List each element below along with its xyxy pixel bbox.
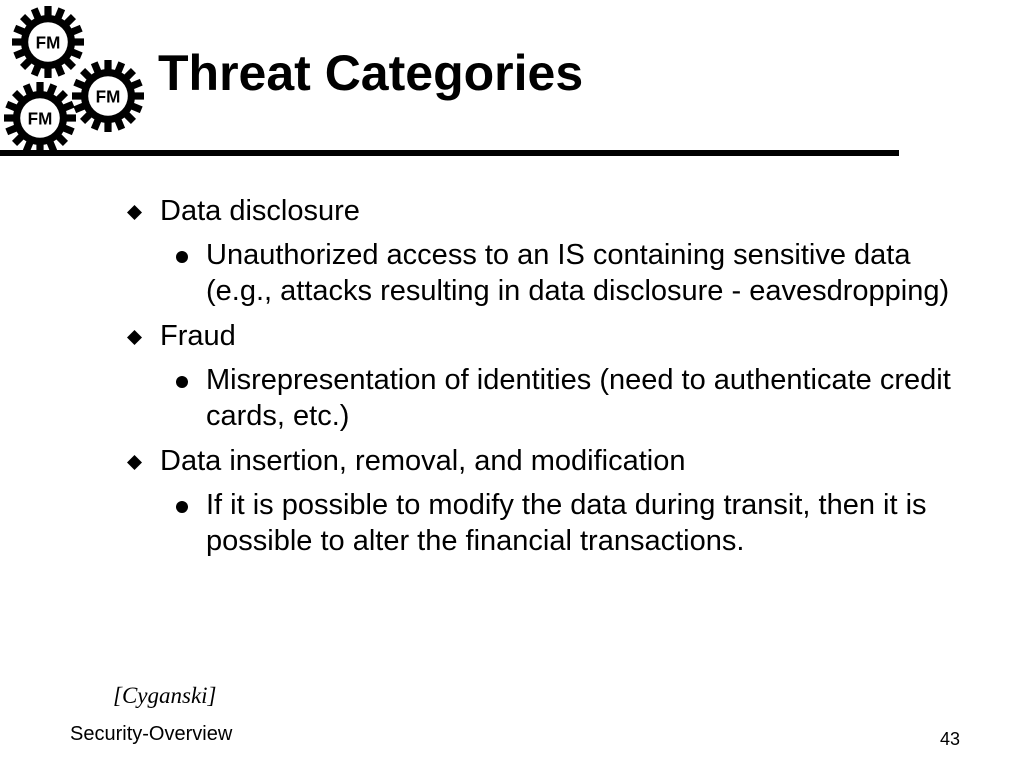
bullet-level1 — [122, 444, 982, 479]
gear-bottom-left — [4, 82, 76, 154]
bullet-item-data-modification — [122, 444, 982, 559]
logo-text-top: FM — [35, 33, 61, 53]
gear-top — [12, 6, 84, 78]
bullet-detail: If it is possible to modify the data during transit, then it is possible to alter the financial transactions. — [206, 489, 927, 557]
bullet-label: Data disclosure — [160, 195, 360, 227]
bullet-detail: Misrepresentation of identities (need to authenticate credit cards, etc.) — [206, 364, 951, 432]
diamond-bullet-icon — [126, 329, 143, 346]
bullet-item-fraud — [122, 319, 982, 434]
bullet-level1 — [122, 319, 982, 354]
bullet-level2 — [206, 362, 966, 434]
diamond-bullet-icon — [126, 454, 143, 471]
logo-text-right: FM — [95, 87, 121, 107]
bullet-label: Data insertion, removal, and modification — [160, 445, 686, 477]
bullet-detail: Unauthorized access to an IS containing sensitive data (e.g., attacks resulting in data disclosure - eavesdropping) — [206, 239, 950, 307]
logo-text-bottom-left: FM — [27, 109, 53, 129]
bullet-level2 — [206, 487, 966, 559]
page-number: 43 — [940, 729, 961, 749]
footer-title: Security-Overview — [70, 723, 233, 745]
bullet-level2 — [206, 237, 966, 309]
dot-bullet-icon — [176, 251, 188, 263]
bullet-level1 — [122, 194, 982, 229]
bullet-list — [122, 194, 982, 569]
title-underline — [0, 150, 899, 156]
fm-gears-logo — [0, 0, 160, 160]
slide-title: Threat Categories — [158, 45, 584, 101]
gear-right — [72, 60, 144, 132]
dot-bullet-icon — [176, 501, 188, 513]
diamond-bullet-icon — [126, 204, 143, 221]
bullet-item-data-disclosure — [122, 194, 982, 309]
citation: [Cyganski] — [113, 683, 217, 708]
dot-bullet-icon — [176, 376, 188, 388]
bullet-label: Fraud — [160, 320, 236, 352]
